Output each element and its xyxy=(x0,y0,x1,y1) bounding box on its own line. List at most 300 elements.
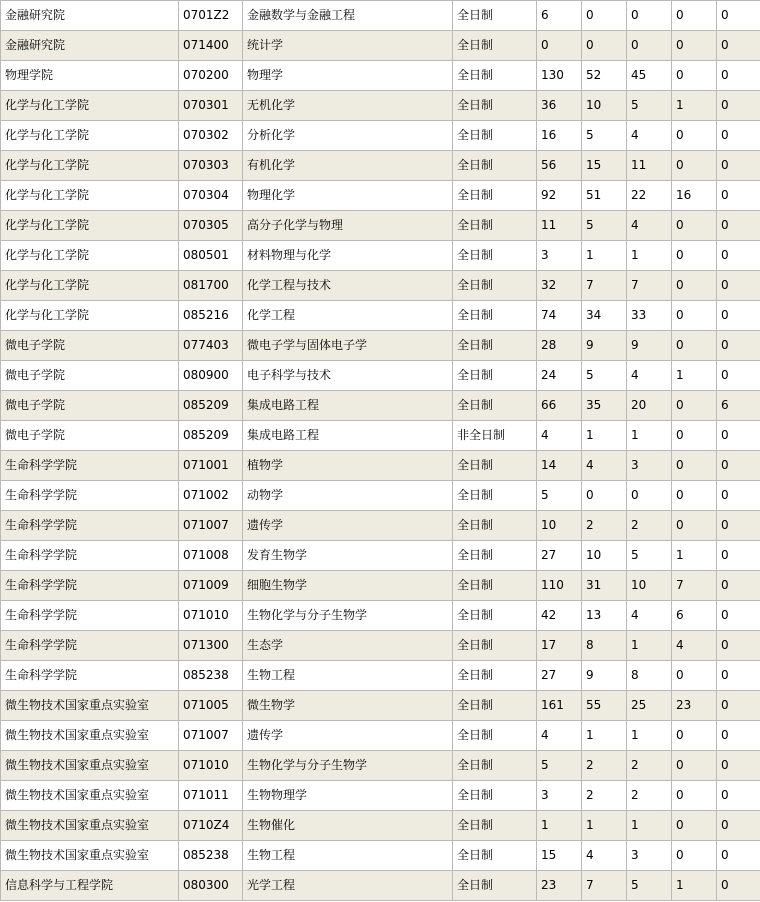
cell-n2: 15 xyxy=(582,151,627,181)
cell-college: 生命科学学院 xyxy=(1,541,179,571)
cell-major: 电子科学与技术 xyxy=(243,361,453,391)
cell-n3: 7 xyxy=(627,271,672,301)
cell-code: 071400 xyxy=(179,31,243,61)
cell-n1: 11 xyxy=(537,211,582,241)
cell-n1: 36 xyxy=(537,91,582,121)
cell-study-mode: 全日制 xyxy=(453,391,537,421)
cell-college: 化学与化工学院 xyxy=(1,241,179,271)
cell-code: 071002 xyxy=(179,481,243,511)
cell-college: 微生物技术国家重点实验室 xyxy=(1,781,179,811)
cell-n2: 5 xyxy=(582,121,627,151)
cell-n4: 0 xyxy=(672,661,717,691)
cell-college: 生命科学学院 xyxy=(1,481,179,511)
cell-n2: 51 xyxy=(582,181,627,211)
cell-n3: 0 xyxy=(627,481,672,511)
cell-n4: 0 xyxy=(672,61,717,91)
cell-study-mode: 全日制 xyxy=(453,151,537,181)
cell-major: 微电子学与固体电子学 xyxy=(243,331,453,361)
cell-code: 071007 xyxy=(179,721,243,751)
cell-major: 遗传学 xyxy=(243,721,453,751)
cell-n4: 1 xyxy=(672,871,717,901)
cell-study-mode: 全日制 xyxy=(453,271,537,301)
cell-n5: 0 xyxy=(717,871,760,901)
cell-n3: 3 xyxy=(627,451,672,481)
cell-college: 化学与化工学院 xyxy=(1,181,179,211)
cell-n3: 20 xyxy=(627,391,672,421)
cell-major: 生物化学与分子生物学 xyxy=(243,601,453,631)
table-row xyxy=(1,361,760,391)
cell-n3: 1 xyxy=(627,421,672,451)
cell-code: 071001 xyxy=(179,451,243,481)
cell-n4: 0 xyxy=(672,721,717,751)
cell-n4: 0 xyxy=(672,331,717,361)
table-row xyxy=(1,331,760,361)
cell-n4: 0 xyxy=(672,421,717,451)
cell-n3: 0 xyxy=(627,31,672,61)
cell-study-mode: 全日制 xyxy=(453,301,537,331)
cell-code: 085209 xyxy=(179,391,243,421)
cell-n2: 4 xyxy=(582,841,627,871)
cell-n4: 0 xyxy=(672,811,717,841)
cell-n2: 5 xyxy=(582,361,627,391)
cell-n5: 6 xyxy=(717,391,760,421)
table-row xyxy=(1,31,760,61)
cell-n3: 1 xyxy=(627,811,672,841)
cell-n1: 3 xyxy=(537,781,582,811)
table-row xyxy=(1,811,760,841)
cell-code: 070304 xyxy=(179,181,243,211)
cell-n4: 0 xyxy=(672,391,717,421)
cell-n5: 0 xyxy=(717,211,760,241)
table-row xyxy=(1,691,760,721)
cell-n2: 0 xyxy=(582,1,627,31)
cell-major: 生物物理学 xyxy=(243,781,453,811)
cell-n2: 34 xyxy=(582,301,627,331)
cell-study-mode: 全日制 xyxy=(453,241,537,271)
cell-study-mode: 全日制 xyxy=(453,691,537,721)
cell-study-mode: 全日制 xyxy=(453,61,537,91)
cell-n3: 10 xyxy=(627,571,672,601)
cell-study-mode: 全日制 xyxy=(453,781,537,811)
table-row xyxy=(1,421,760,451)
cell-n3: 22 xyxy=(627,181,672,211)
table-row xyxy=(1,1,760,31)
cell-n3: 1 xyxy=(627,721,672,751)
cell-n1: 130 xyxy=(537,61,582,91)
cell-n2: 35 xyxy=(582,391,627,421)
cell-major: 统计学 xyxy=(243,31,453,61)
cell-code: 080501 xyxy=(179,241,243,271)
cell-college: 化学与化工学院 xyxy=(1,271,179,301)
table-row xyxy=(1,151,760,181)
cell-n5: 0 xyxy=(717,751,760,781)
cell-study-mode: 全日制 xyxy=(453,481,537,511)
cell-n2: 1 xyxy=(582,721,627,751)
cell-n3: 2 xyxy=(627,781,672,811)
cell-n5: 0 xyxy=(717,361,760,391)
cell-major: 化学工程与技术 xyxy=(243,271,453,301)
cell-college: 微生物技术国家重点实验室 xyxy=(1,811,179,841)
cell-n1: 0 xyxy=(537,31,582,61)
cell-n2: 0 xyxy=(582,31,627,61)
cell-n4: 0 xyxy=(672,271,717,301)
cell-n2: 1 xyxy=(582,811,627,841)
cell-n4: 0 xyxy=(672,841,717,871)
cell-major: 生物工程 xyxy=(243,661,453,691)
cell-n1: 27 xyxy=(537,661,582,691)
cell-major: 遗传学 xyxy=(243,511,453,541)
cell-college: 化学与化工学院 xyxy=(1,151,179,181)
cell-n2: 7 xyxy=(582,871,627,901)
cell-n1: 16 xyxy=(537,121,582,151)
cell-college: 化学与化工学院 xyxy=(1,301,179,331)
cell-n2: 2 xyxy=(582,751,627,781)
cell-major: 金融数学与金融工程 xyxy=(243,1,453,31)
cell-major: 高分子化学与物理 xyxy=(243,211,453,241)
cell-college: 微电子学院 xyxy=(1,421,179,451)
cell-n2: 55 xyxy=(582,691,627,721)
table-row xyxy=(1,181,760,211)
cell-n1: 42 xyxy=(537,601,582,631)
table-row xyxy=(1,841,760,871)
cell-code: 071010 xyxy=(179,751,243,781)
cell-n1: 56 xyxy=(537,151,582,181)
cell-n1: 15 xyxy=(537,841,582,871)
cell-n1: 23 xyxy=(537,871,582,901)
cell-college: 微电子学院 xyxy=(1,391,179,421)
cell-n2: 8 xyxy=(582,631,627,661)
cell-n4: 0 xyxy=(672,211,717,241)
cell-college: 微电子学院 xyxy=(1,361,179,391)
cell-major: 物理化学 xyxy=(243,181,453,211)
table-body xyxy=(1,1,760,901)
table-row xyxy=(1,631,760,661)
cell-major: 集成电路工程 xyxy=(243,421,453,451)
cell-n1: 10 xyxy=(537,511,582,541)
cell-n3: 2 xyxy=(627,511,672,541)
cell-n4: 6 xyxy=(672,601,717,631)
cell-n4: 0 xyxy=(672,481,717,511)
cell-n1: 27 xyxy=(537,541,582,571)
cell-n1: 110 xyxy=(537,571,582,601)
cell-college: 生命科学学院 xyxy=(1,631,179,661)
cell-major: 细胞生物学 xyxy=(243,571,453,601)
cell-code: 071008 xyxy=(179,541,243,571)
cell-n3: 4 xyxy=(627,361,672,391)
cell-n4: 0 xyxy=(672,31,717,61)
cell-code: 085238 xyxy=(179,841,243,871)
cell-n3: 4 xyxy=(627,121,672,151)
cell-college: 金融研究院 xyxy=(1,31,179,61)
cell-n5: 0 xyxy=(717,61,760,91)
cell-code: 070302 xyxy=(179,121,243,151)
cell-n4: 0 xyxy=(672,1,717,31)
cell-n1: 6 xyxy=(537,1,582,31)
cell-n5: 0 xyxy=(717,841,760,871)
cell-n5: 0 xyxy=(717,451,760,481)
cell-n5: 0 xyxy=(717,811,760,841)
cell-n5: 0 xyxy=(717,241,760,271)
cell-study-mode: 全日制 xyxy=(453,841,537,871)
cell-college: 微生物技术国家重点实验室 xyxy=(1,751,179,781)
cell-major: 植物学 xyxy=(243,451,453,481)
cell-study-mode: 全日制 xyxy=(453,811,537,841)
cell-n3: 3 xyxy=(627,841,672,871)
cell-college: 化学与化工学院 xyxy=(1,211,179,241)
cell-n5: 0 xyxy=(717,1,760,31)
cell-study-mode: 全日制 xyxy=(453,181,537,211)
table-row xyxy=(1,541,760,571)
cell-n1: 161 xyxy=(537,691,582,721)
cell-major: 生物工程 xyxy=(243,841,453,871)
cell-study-mode: 全日制 xyxy=(453,121,537,151)
cell-college: 生命科学学院 xyxy=(1,451,179,481)
cell-n5: 0 xyxy=(717,661,760,691)
table-row xyxy=(1,61,760,91)
cell-n3: 9 xyxy=(627,331,672,361)
cell-n1: 5 xyxy=(537,751,582,781)
cell-study-mode: 非全日制 xyxy=(453,421,537,451)
cell-code: 081700 xyxy=(179,271,243,301)
cell-study-mode: 全日制 xyxy=(453,91,537,121)
cell-college: 生命科学学院 xyxy=(1,511,179,541)
cell-major: 物理学 xyxy=(243,61,453,91)
cell-code: 071300 xyxy=(179,631,243,661)
table-row xyxy=(1,751,760,781)
cell-code: 071009 xyxy=(179,571,243,601)
cell-study-mode: 全日制 xyxy=(453,871,537,901)
cell-college: 金融研究院 xyxy=(1,1,179,31)
cell-n1: 24 xyxy=(537,361,582,391)
cell-study-mode: 全日制 xyxy=(453,511,537,541)
cell-n3: 4 xyxy=(627,601,672,631)
cell-college: 生命科学学院 xyxy=(1,571,179,601)
cell-n2: 5 xyxy=(582,211,627,241)
cell-code: 0701Z2 xyxy=(179,1,243,31)
cell-code: 070200 xyxy=(179,61,243,91)
cell-code: 085209 xyxy=(179,421,243,451)
cell-major: 材料物理与化学 xyxy=(243,241,453,271)
table-row xyxy=(1,511,760,541)
cell-code: 070301 xyxy=(179,91,243,121)
cell-n4: 0 xyxy=(672,121,717,151)
cell-n3: 45 xyxy=(627,61,672,91)
cell-code: 071010 xyxy=(179,601,243,631)
cell-major: 发育生物学 xyxy=(243,541,453,571)
cell-n1: 4 xyxy=(537,721,582,751)
cell-n4: 0 xyxy=(672,451,717,481)
cell-n1: 28 xyxy=(537,331,582,361)
cell-n2: 31 xyxy=(582,571,627,601)
cell-n1: 32 xyxy=(537,271,582,301)
cell-study-mode: 全日制 xyxy=(453,571,537,601)
cell-study-mode: 全日制 xyxy=(453,541,537,571)
cell-n1: 5 xyxy=(537,481,582,511)
cell-n4: 0 xyxy=(672,511,717,541)
cell-n5: 0 xyxy=(717,331,760,361)
cell-n5: 0 xyxy=(717,31,760,61)
cell-n5: 0 xyxy=(717,511,760,541)
cell-study-mode: 全日制 xyxy=(453,361,537,391)
cell-major: 微生物学 xyxy=(243,691,453,721)
cell-college: 微生物技术国家重点实验室 xyxy=(1,721,179,751)
cell-study-mode: 全日制 xyxy=(453,451,537,481)
cell-n5: 0 xyxy=(717,691,760,721)
cell-n4: 0 xyxy=(672,751,717,781)
cell-major: 动物学 xyxy=(243,481,453,511)
cell-n5: 0 xyxy=(717,481,760,511)
cell-n4: 0 xyxy=(672,781,717,811)
table-row xyxy=(1,391,760,421)
cell-college: 物理学院 xyxy=(1,61,179,91)
cell-n2: 9 xyxy=(582,661,627,691)
cell-n5: 0 xyxy=(717,121,760,151)
table-row xyxy=(1,721,760,751)
cell-study-mode: 全日制 xyxy=(453,211,537,241)
cell-n1: 3 xyxy=(537,241,582,271)
cell-n4: 0 xyxy=(672,241,717,271)
cell-n5: 0 xyxy=(717,571,760,601)
cell-n5: 0 xyxy=(717,151,760,181)
cell-n3: 0 xyxy=(627,1,672,31)
cell-n3: 5 xyxy=(627,541,672,571)
table-row xyxy=(1,91,760,121)
cell-college: 化学与化工学院 xyxy=(1,121,179,151)
cell-college: 生命科学学院 xyxy=(1,661,179,691)
cell-n2: 1 xyxy=(582,241,627,271)
cell-n4: 1 xyxy=(672,91,717,121)
cell-n2: 4 xyxy=(582,451,627,481)
cell-n2: 1 xyxy=(582,421,627,451)
table-row xyxy=(1,601,760,631)
cell-study-mode: 全日制 xyxy=(453,721,537,751)
cell-n5: 0 xyxy=(717,181,760,211)
table-row xyxy=(1,871,760,901)
cell-n4: 1 xyxy=(672,361,717,391)
cell-n5: 0 xyxy=(717,271,760,301)
cell-code: 071007 xyxy=(179,511,243,541)
cell-college: 微生物技术国家重点实验室 xyxy=(1,691,179,721)
table-row xyxy=(1,481,760,511)
cell-college: 化学与化工学院 xyxy=(1,91,179,121)
cell-study-mode: 全日制 xyxy=(453,631,537,661)
cell-n2: 52 xyxy=(582,61,627,91)
cell-major: 集成电路工程 xyxy=(243,391,453,421)
table-row xyxy=(1,121,760,151)
cell-code: 080900 xyxy=(179,361,243,391)
cell-n2: 9 xyxy=(582,331,627,361)
cell-n3: 5 xyxy=(627,871,672,901)
cell-code: 070305 xyxy=(179,211,243,241)
cell-college: 信息科学与工程学院 xyxy=(1,871,179,901)
cell-n5: 0 xyxy=(717,601,760,631)
cell-study-mode: 全日制 xyxy=(453,751,537,781)
cell-major: 生物化学与分子生物学 xyxy=(243,751,453,781)
cell-n4: 1 xyxy=(672,541,717,571)
cell-n2: 0 xyxy=(582,481,627,511)
cell-n1: 74 xyxy=(537,301,582,331)
cell-n4: 16 xyxy=(672,181,717,211)
table-row xyxy=(1,241,760,271)
cell-n2: 2 xyxy=(582,781,627,811)
cell-code: 071011 xyxy=(179,781,243,811)
cell-n4: 0 xyxy=(672,151,717,181)
cell-n4: 4 xyxy=(672,631,717,661)
cell-n3: 4 xyxy=(627,211,672,241)
cell-n5: 0 xyxy=(717,781,760,811)
cell-major: 光学工程 xyxy=(243,871,453,901)
cell-major: 分析化学 xyxy=(243,121,453,151)
cell-major: 生态学 xyxy=(243,631,453,661)
table-row xyxy=(1,211,760,241)
cell-n1: 4 xyxy=(537,421,582,451)
table-row xyxy=(1,781,760,811)
cell-major: 化学工程 xyxy=(243,301,453,331)
cell-code: 080300 xyxy=(179,871,243,901)
cell-study-mode: 全日制 xyxy=(453,31,537,61)
cell-n3: 1 xyxy=(627,241,672,271)
cell-code: 071005 xyxy=(179,691,243,721)
cell-study-mode: 全日制 xyxy=(453,1,537,31)
cell-n2: 7 xyxy=(582,271,627,301)
cell-n3: 11 xyxy=(627,151,672,181)
cell-n3: 2 xyxy=(627,751,672,781)
cell-n4: 23 xyxy=(672,691,717,721)
table-row xyxy=(1,661,760,691)
cell-code: 0710Z4 xyxy=(179,811,243,841)
cell-major: 有机化学 xyxy=(243,151,453,181)
table-row xyxy=(1,571,760,601)
cell-n5: 0 xyxy=(717,301,760,331)
cell-n2: 10 xyxy=(582,541,627,571)
cell-n1: 66 xyxy=(537,391,582,421)
cell-n4: 0 xyxy=(672,301,717,331)
cell-n5: 0 xyxy=(717,421,760,451)
cell-code: 085238 xyxy=(179,661,243,691)
cell-n5: 0 xyxy=(717,91,760,121)
cell-code: 077403 xyxy=(179,331,243,361)
table-row xyxy=(1,271,760,301)
cell-major: 无机化学 xyxy=(243,91,453,121)
cell-n3: 33 xyxy=(627,301,672,331)
cell-study-mode: 全日制 xyxy=(453,601,537,631)
cell-n5: 0 xyxy=(717,721,760,751)
table-row xyxy=(1,451,760,481)
cell-college: 微生物技术国家重点实验室 xyxy=(1,841,179,871)
cell-study-mode: 全日制 xyxy=(453,661,537,691)
cell-code: 085216 xyxy=(179,301,243,331)
cell-n3: 8 xyxy=(627,661,672,691)
cell-n4: 7 xyxy=(672,571,717,601)
cell-n2: 2 xyxy=(582,511,627,541)
cell-n5: 0 xyxy=(717,541,760,571)
cell-n1: 14 xyxy=(537,451,582,481)
cell-n2: 10 xyxy=(582,91,627,121)
cell-n1: 92 xyxy=(537,181,582,211)
cell-college: 微电子学院 xyxy=(1,331,179,361)
cell-code: 070303 xyxy=(179,151,243,181)
cell-study-mode: 全日制 xyxy=(453,331,537,361)
cell-major: 生物催化 xyxy=(243,811,453,841)
cell-n1: 1 xyxy=(537,811,582,841)
cell-n3: 1 xyxy=(627,631,672,661)
cell-n3: 25 xyxy=(627,691,672,721)
table-row xyxy=(1,301,760,331)
cell-n2: 13 xyxy=(582,601,627,631)
cell-college: 生命科学学院 xyxy=(1,601,179,631)
cell-n3: 5 xyxy=(627,91,672,121)
cell-n5: 0 xyxy=(717,631,760,661)
